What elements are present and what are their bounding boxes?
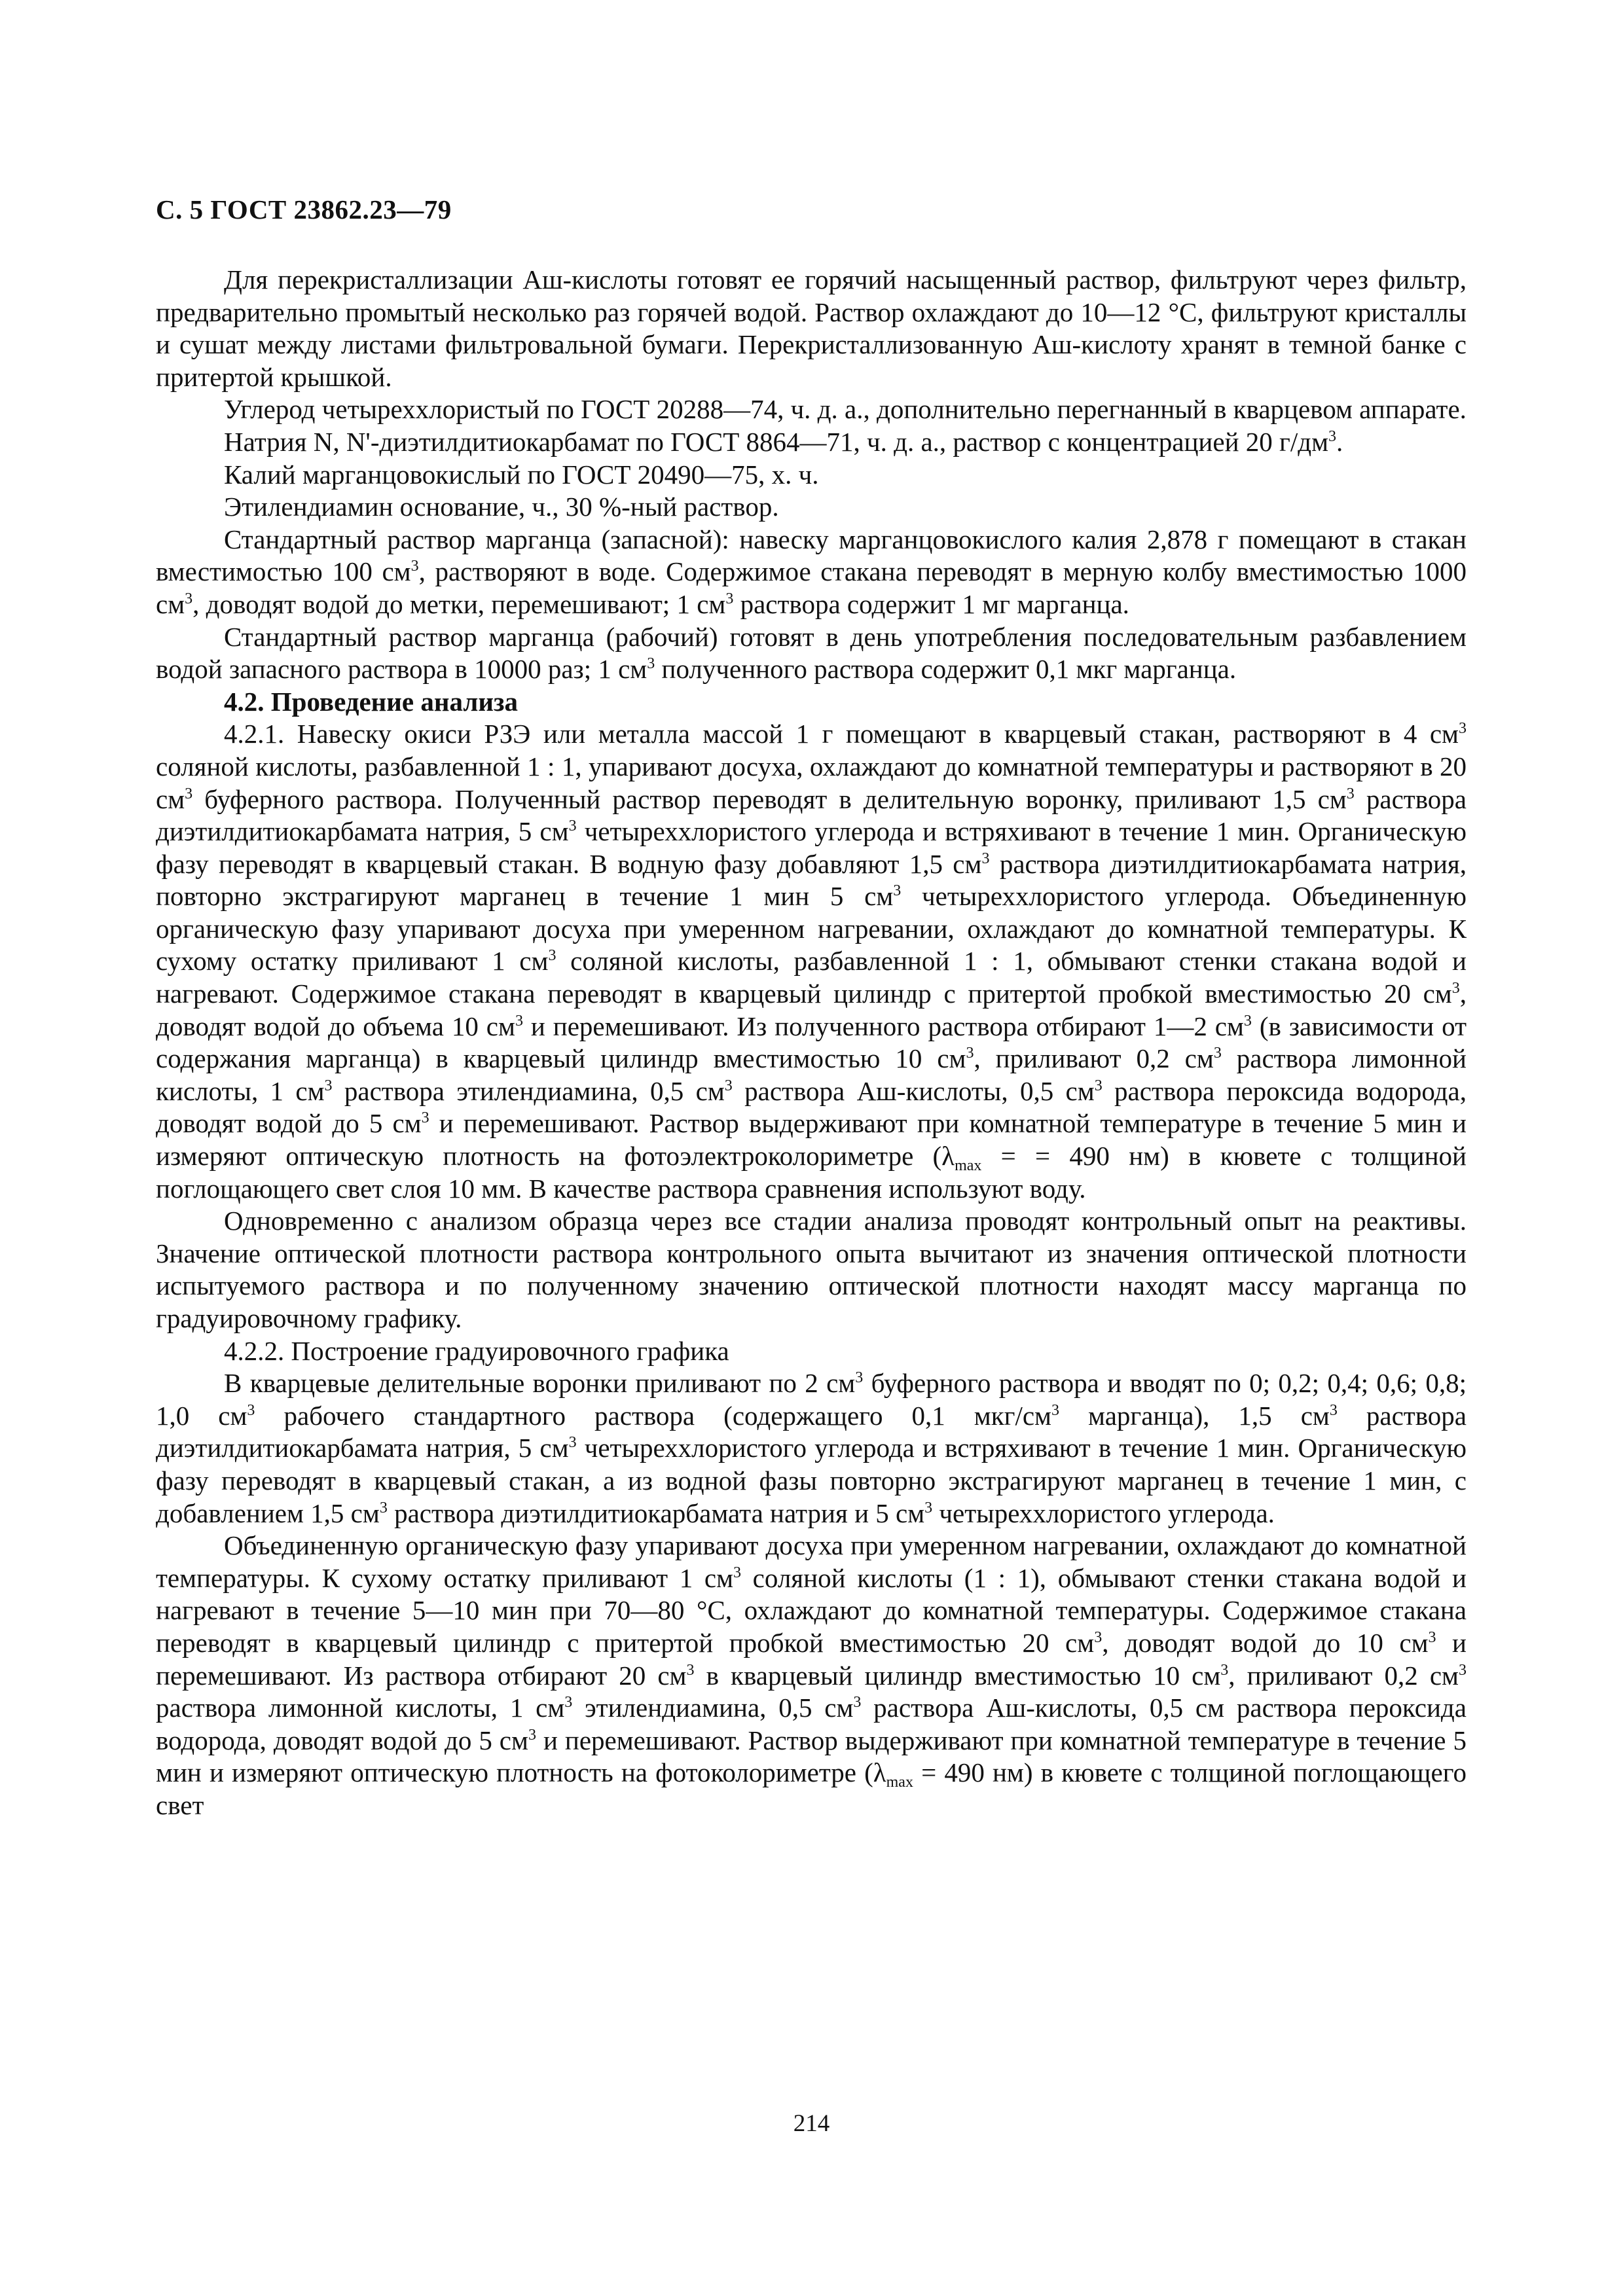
paragraph-recrystallization: Для перекристаллизации Аш-кислоты готовят ее горячий насыщенный раствор, фильтруют через фильтр, предварительно промытый несколько раз горячей водой. Раствор охлаждают до 10—12 °С, фильтруют кристаллы и сушат между листами фильтровальной бумаги. Перекристаллизованную Аш-кислоту хранят в темной банке с притертой крышкой.	[156, 264, 1467, 392]
paragraph-control-experiment: Одновременно с анализом образца через все стадии анализа проводят контрольный опыт на реактивы. Значение оптической плотности раствора контрольного опыта вычитают из значения оптической плотности испытуемого раствора и по полученному значению оптической плотности находят массу марганца по градуировочному графику.	[156, 1206, 1467, 1333]
paragraph-4-2-2-title: 4.2.2. Построение градуировочного графика	[224, 1335, 729, 1366]
paragraph-organic-phase: Объединенную органическую фазу упаривают досуха при умеренном нагревании, охлаждают до комнатной температуры. К сухому остатку приливают 1 $см^3$ соляной кислоты (1 : 1), обмывают стенки стакана водой и нагревают в течение 5—10 мин при 70—80 °С, охлаждают до комнатной температуры. Содержимое стакана переводят в кварцевый цилиндр с притертой пробкой вместимостью 20 $см^3$, доводят водой до 10 $см^3$ и перемешивают. Из раствора отбирают 20 $см^3$ в кварцевый цилиндр вместимостью 10 $см^3$, приливают 0,2 $см^3$ раствора лимонной кислоты, 1 $см^3$ этилендиамина, 0,5 $см^3$ раствора Аш-кислоты, 0,5 см раствора пероксида водорода, доводят водой до 5 $см^3$ и перемешивают. Раствор выдерживают при комнатной температуре в течение 5 мин и измеряют оптическую плотность на фотоколориметре ($\lambda_{max} = 490$ нм) в кювете с толщиной поглощающего свет	[156, 1530, 1467, 1820]
document-body	[156, 264, 1467, 1822]
section-heading-4-2: 4.2. Проведение анализа	[224, 686, 518, 717]
paragraph-calibration-procedure: В кварцевые делительные воронки приливают по 2 $см^3$ буферного раствора и вводят по 0; 0,2; 0,4; 0,6; 0,8; 1,0 $см^3$ рабочего стандартного раствора (содержащего 0,1 мкг/$см^3$ марганца), 1,5 $см^3$ раствора диэтилдитиокарбамата натрия, 5 $см^3$ четыреххлористого углерода и встряхивают в течение 1 мин. Органическую фазу переводят в кварцевый стакан, а из водной фазы повторно экстрагируют марганец в течение 1 мин, с добавлением 1,5 $см^3$ раствора диэтилдитиокарбамата натрия и 5 $см^3$ четыреххлористого углерода.	[156, 1368, 1467, 1528]
paragraph-4-2-1: 4.2.1. Навеску окиси РЗЭ или металла массой 1 г помещают в кварцевый стакан, растворяют в 4 $см^3$ соляной кислоты, разбавленной 1 : 1, упаривают досуха, охлаждают до комнатной температуры и растворяют в 20 $см^3$ буферного раствора. Полученный раствор переводят в делительную воронку, приливают 1,5 $см^3$ раствора диэтилдитиокарбамата натрия, 5 $см^3$ четыреххлористого углерода и встряхивают в течение 1 мин. Органическую фазу переводят в кварцевый стакан. В водную фазу добавляют 1,5 $см^3$ раствора диэтилдитиокарбамата натрия, повторно экстрагируют марганец в течение 1 мин 5 $см^3$ четыреххлористого углерода. Объединенную органическую фазу упаривают досуха при умеренном нагревании, охлаждают до комнатной температуры. К сухому остатку приливают 1 $см^3$ соляной кислоты, разбавленной 1 : 1, обмывают стенки стакана водой и нагревают. Содержимое стакана переводят в кварцевый цилиндр с притертой пробкой вместимостью 20 $см^3$, доводят водой до объема 10 $см^3$ и перемешивают. Из полученного раствора отбирают 1—2 $см^3$ (в зависимости от содержания марганца) в кварцевый цилиндр вместимостью 10 $см^3$, приливают 0,2 $см^3$ раствора лимонной кислоты, 1 $см^3$ раствора этилендиамина, 0,5 $см^3$ раствора Аш-кислоты, 0,5 $см^3$ раствора пероксида водорода, доводят водой до 5 $см^3$ и перемешивают. Раствор выдерживают при комнатной температуре в течение 5 мин и измеряют оптическую плотность на фотоэлектроколориметре ($\lambda_{max}$ = = 490 нм) в кювете с толщиной поглощающего свет слоя 10 мм. В качестве раствора сравнения используют воду.	[156, 719, 1467, 1204]
paragraph-potassium-permanganate: Калий марганцовокислый по ГОСТ 20490—75, х. ч.	[224, 459, 819, 490]
paragraph-carbon-tetrachloride: Углерод четыреххлористый по ГОСТ 20288—74, ч. д. а., дополнительно перегнанный в кварцевом аппарате.	[224, 394, 1467, 425]
paragraph-stock-solution: Стандартный раствор марганца (запасной): навеску марганцовокислого калия 2,878 г помещают в стакан вместимостью 100 $см^3$, растворяют в воде. Содержимое стакана переводят в мерную колбу вместимостью 1000 $см^3$, доводят водой до метки, перемешивают; 1 $см^3$ раствора содержит 1 мг марганца.	[156, 524, 1467, 619]
paragraph-sodium-diethyldithiocarbamate: Натрия N, N'-диэтилдитиокарбамат по ГОСТ 8864—71, ч. д. а., раствор с концентрацией 20 $г/дм^3$.	[224, 426, 1343, 457]
paragraph-working-solution: Стандартный раствор марганца (рабочий) готовят в день употребления последовательным разбавлением водой запасного раствора в 10000 раз; 1 $см^3$ полученного раствора содержит 0,1 мкг марганца.	[156, 621, 1467, 685]
page-number: 214	[793, 2110, 830, 2137]
paragraph-ethylenediamine: Этилендиамин основание, ч., 30 %-ный раствор.	[224, 492, 779, 522]
page-header: С. 5 ГОСТ 23862.23—79	[156, 194, 452, 224]
